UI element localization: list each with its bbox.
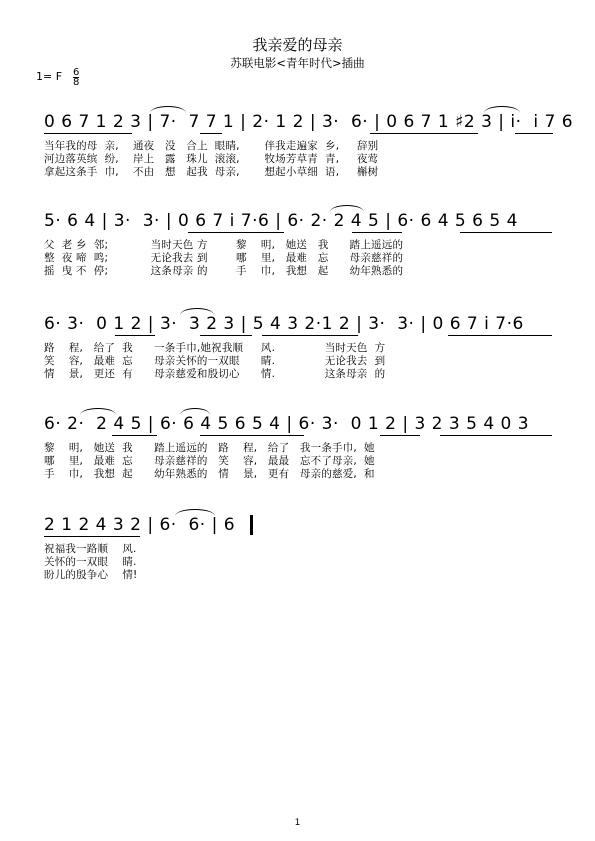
beam-line	[200, 133, 222, 134]
lyric-verse-1: 当年我的母 亲, 通夜 没 合上 眼睛, 伴我走遍家 乡, 辞别	[44, 140, 379, 152]
beam-line	[112, 435, 157, 436]
beam-line	[262, 335, 358, 336]
slur-arc	[180, 308, 214, 315]
beam-line	[200, 335, 252, 336]
beam-line	[44, 536, 140, 537]
key-signature: 1= F	[36, 70, 63, 83]
beam-line	[115, 335, 155, 336]
beam-line	[188, 232, 284, 233]
final-barline	[250, 515, 253, 535]
lyric-verse-1: 祝福我一路顺 风.	[44, 543, 137, 555]
slur-arc	[180, 408, 210, 415]
lyric-verse-1: 黎 明, 她送 我 踏上遥远的 路 程, 给了 我一条手巾, 她	[44, 442, 375, 454]
slur-arc	[330, 205, 364, 212]
beam-line	[44, 133, 132, 134]
beam-line	[380, 435, 420, 436]
beam-line	[460, 232, 552, 233]
lyric-verse-1: 路 程, 给了 我 一条手巾,她祝我顺 风. 当时天色 方	[44, 342, 386, 354]
beam-line	[440, 435, 552, 436]
lyric-verse-2: 笑 容, 最难 忘 母亲关怀的一双眼 睛. 无论我去 到	[44, 355, 386, 367]
lyric-verse-2: 河边落英缤 纷, 岸上 露 珠儿 滚滚, 牧场芳草青 青, 夜莺	[44, 153, 379, 165]
time-signature-top: 6	[73, 67, 80, 78]
lyric-verse-3: 情 景, 更还 有 母亲慈爱和殷切心 情. 这条母亲 的	[44, 368, 386, 380]
lyric-verse-3: 盼儿的殷争心 情!	[44, 569, 138, 581]
slur-arc	[484, 106, 520, 113]
beam-line	[200, 435, 304, 436]
beam-line	[515, 133, 553, 134]
lyric-verse-2: 关怀的一双眼 睛.	[44, 556, 137, 568]
notation-line-1: 0 6 7 1 2 3 | 7· 7 7 1 | 2· 1 2 | 3· 6· | 0 6 7 1 ♯2 3 | i· i 7 6	[44, 112, 574, 132]
beam-line	[370, 133, 478, 134]
beam-line	[448, 335, 552, 336]
notation-line-5: 2 1 2 4 3 2 | 6· 6· | 6	[44, 515, 236, 535]
slur-arc	[80, 408, 116, 415]
lyric-verse-3: 摇 曳 不 停; 这条母亲 的 手 巾, 我想 起 幼年熟悉的	[44, 265, 404, 277]
song-title: 我亲爱的母亲	[252, 36, 343, 54]
lyric-verse-2: 哪 里, 最难 忘 母亲慈祥的 笑 容, 最最 忘不了母亲, 她	[44, 455, 375, 467]
beam-line	[352, 232, 402, 233]
page-number: 1	[294, 818, 301, 828]
notation-line-2: 5· 6 4 | 3· 3· | 0 6 7 i 7·6 | 6· 2· 2 4 5 | 6· 6 4 5 6 5 4	[44, 211, 518, 231]
lyric-verse-3: 拿起这条手 巾, 不由 想 起我 母亲, 想起小草细 语, 槲树	[44, 166, 379, 178]
notation-line-3: 6· 3· 0 1 2 | 3· 3 2 3 | 5 4 3 2·1 2 | 3· 3· | 0 6 7 i 7·6	[44, 314, 524, 334]
notation-line-4: 6· 2· 2 4 5 | 6· 6 4 5 6 5 4 | 6· 3· 0 1 2 | 3 2 3 5 4 0 3	[44, 414, 530, 434]
song-subtitle: 苏联电影<青年时代>插曲	[230, 56, 365, 70]
slur-arc	[175, 509, 215, 516]
lyric-verse-3: 手 巾, 我想 起 幼年熟悉的 情 景, 更有 母亲的慈爱, 和	[44, 468, 375, 480]
time-signature	[73, 68, 79, 87]
lyric-verse-2: 整 夜 啼 鸣; 无论我去 到 哪 里, 最难 忘 母亲慈祥的	[44, 252, 404, 264]
time-signature-bottom: 8	[73, 77, 80, 88]
slur-arc	[150, 106, 186, 113]
lyric-verse-1: 父 老 乡 邻; 当时天色 方 黎 明, 她送 我 踏上遥远的	[44, 239, 404, 251]
